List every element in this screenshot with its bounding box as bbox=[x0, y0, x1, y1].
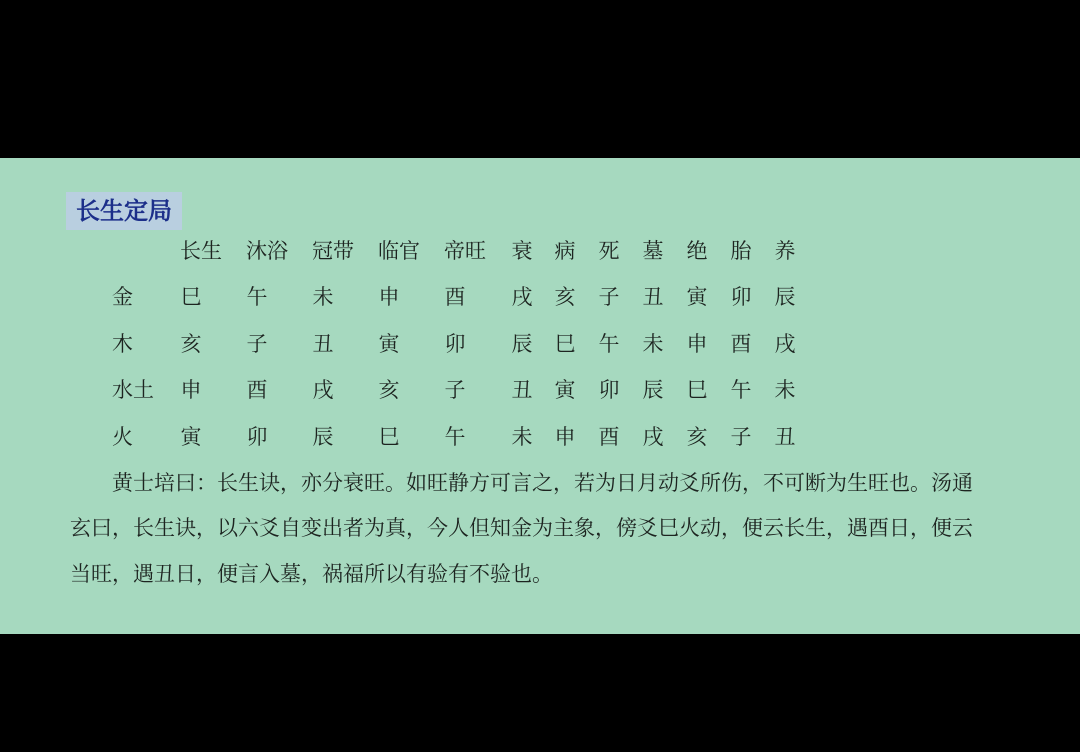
table-cell: 申 bbox=[686, 332, 708, 356]
row-label: 金 bbox=[112, 285, 133, 309]
table-cell: 寅 bbox=[554, 378, 576, 402]
table-cell: 巳 bbox=[686, 378, 708, 402]
paragraph-line: 当旺，遇丑日，便言入墓，祸福所以有验有不验也。 bbox=[70, 562, 553, 586]
column-header: 养 bbox=[774, 239, 796, 263]
table-cell: 卯 bbox=[730, 285, 752, 309]
table-cell: 丑 bbox=[511, 378, 533, 402]
page-title: 长生定局 bbox=[66, 192, 182, 230]
table-cell: 子 bbox=[444, 378, 466, 402]
table-cell: 辰 bbox=[511, 332, 533, 356]
row-label: 水土 bbox=[112, 378, 154, 402]
table-cell: 戌 bbox=[774, 332, 796, 356]
table-cell: 戌 bbox=[642, 425, 664, 449]
table-cell: 戌 bbox=[312, 378, 334, 402]
column-header: 临官 bbox=[378, 239, 420, 263]
document-page bbox=[0, 158, 1080, 634]
column-header: 长生 bbox=[180, 239, 222, 263]
table-cell: 子 bbox=[598, 285, 620, 309]
column-header: 绝 bbox=[686, 239, 708, 263]
table-cell: 辰 bbox=[312, 425, 334, 449]
table-cell: 亥 bbox=[378, 378, 400, 402]
paragraph-line: 黄士培曰：长生诀，亦分衰旺。如旺静方可言之，若为日月动爻所伤，不可断为生旺也。汤通 bbox=[112, 471, 973, 495]
table-cell: 申 bbox=[554, 425, 576, 449]
table-cell: 午 bbox=[444, 425, 466, 449]
table-cell: 巳 bbox=[378, 425, 400, 449]
table-cell: 酉 bbox=[730, 332, 752, 356]
table-cell: 午 bbox=[730, 378, 752, 402]
table-cell: 酉 bbox=[598, 425, 620, 449]
table-cell: 亥 bbox=[180, 332, 202, 356]
column-header: 沐浴 bbox=[246, 239, 288, 263]
column-header: 胎 bbox=[730, 239, 752, 263]
table-cell: 丑 bbox=[642, 285, 664, 309]
table-cell: 未 bbox=[642, 332, 664, 356]
column-header: 帝旺 bbox=[444, 239, 486, 263]
table-cell: 亥 bbox=[554, 285, 576, 309]
table-cell: 巳 bbox=[554, 332, 576, 356]
table-cell: 申 bbox=[180, 378, 202, 402]
table-cell: 寅 bbox=[686, 285, 708, 309]
table-cell: 卯 bbox=[246, 425, 268, 449]
table-cell: 亥 bbox=[686, 425, 708, 449]
table-cell: 丑 bbox=[312, 332, 334, 356]
table-cell: 未 bbox=[312, 285, 334, 309]
table-cell: 寅 bbox=[180, 425, 202, 449]
row-label: 火 bbox=[112, 425, 133, 449]
table-cell: 酉 bbox=[444, 285, 466, 309]
column-header: 衰 bbox=[511, 239, 533, 263]
table-cell: 戌 bbox=[511, 285, 533, 309]
table-cell: 午 bbox=[598, 332, 620, 356]
table-cell: 申 bbox=[378, 285, 400, 309]
table-cell: 卯 bbox=[598, 378, 620, 402]
column-header: 墓 bbox=[642, 239, 664, 263]
column-header: 死 bbox=[598, 239, 620, 263]
table-cell: 未 bbox=[774, 378, 796, 402]
table-cell: 辰 bbox=[642, 378, 664, 402]
table-cell: 午 bbox=[246, 285, 268, 309]
row-label: 木 bbox=[112, 332, 133, 356]
table-cell: 未 bbox=[511, 425, 533, 449]
table-cell: 寅 bbox=[378, 332, 400, 356]
table-cell: 子 bbox=[730, 425, 752, 449]
table-cell: 辰 bbox=[774, 285, 796, 309]
column-header: 病 bbox=[554, 239, 576, 263]
table-cell: 酉 bbox=[246, 378, 268, 402]
table-cell: 丑 bbox=[774, 425, 796, 449]
column-header: 冠带 bbox=[312, 239, 354, 263]
table-cell: 子 bbox=[246, 332, 268, 356]
table-cell: 卯 bbox=[444, 332, 466, 356]
paragraph-line: 玄曰，长生诀，以六爻自变出者为真，今人但知金为主象，傍爻巳火动，便云长生，遇酉日，便云 bbox=[70, 516, 973, 540]
table-cell: 巳 bbox=[180, 285, 202, 309]
